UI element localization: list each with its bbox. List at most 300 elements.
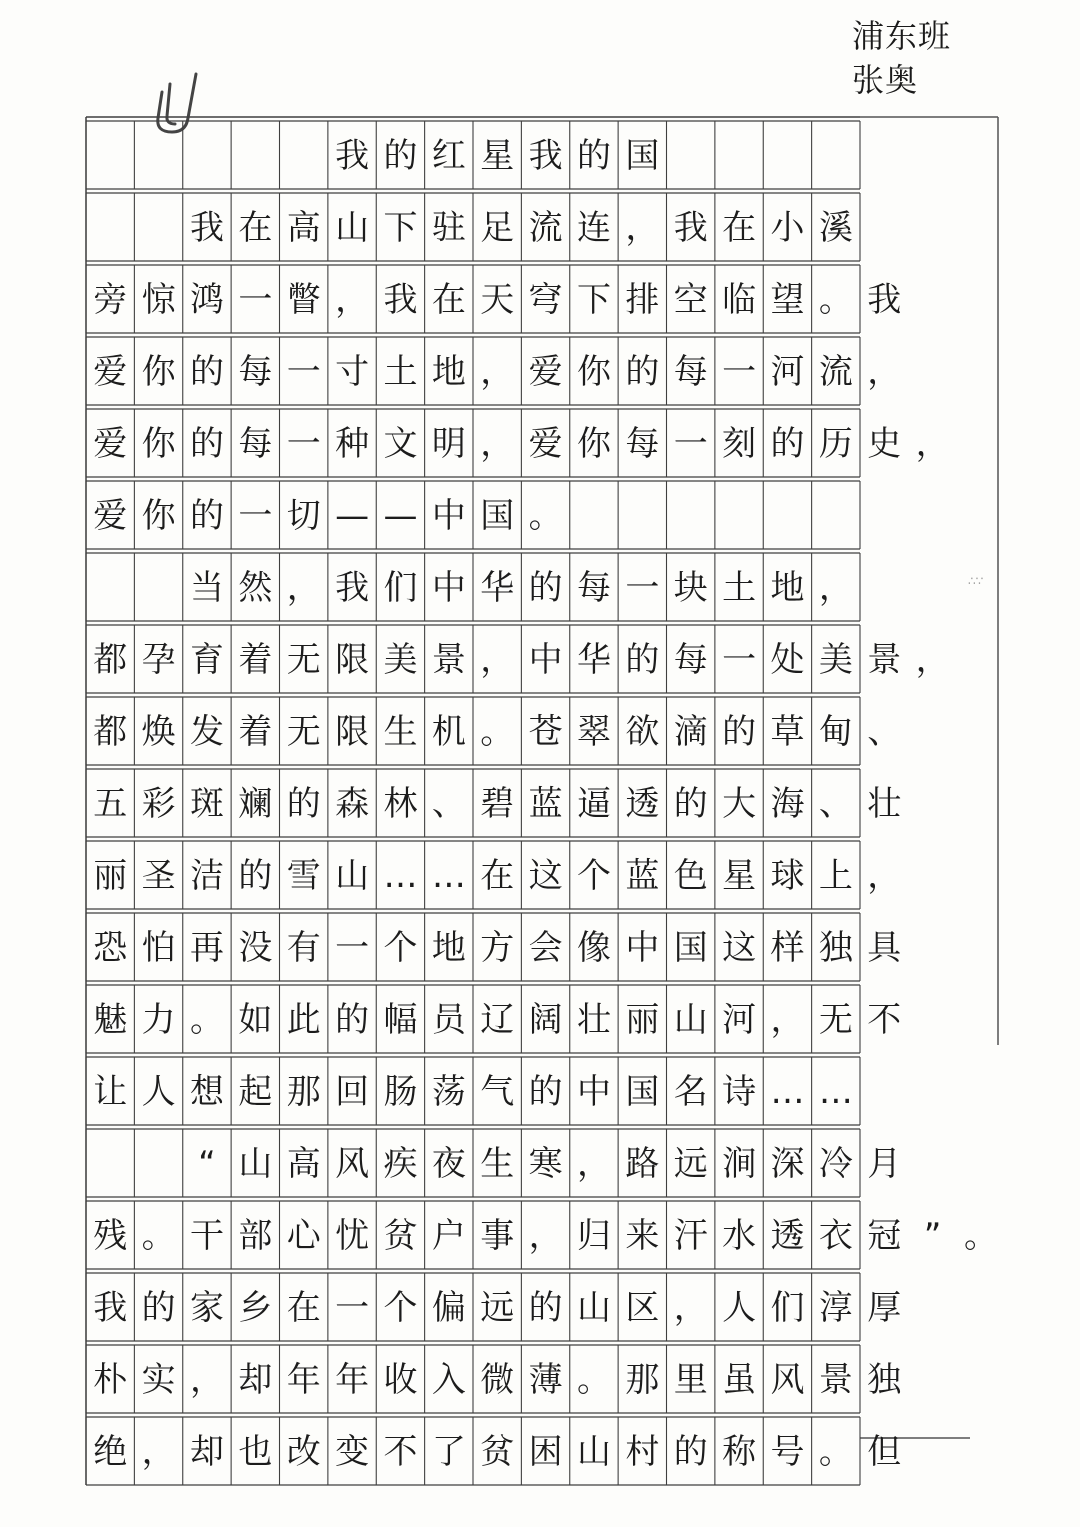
grid-character: 。 [528, 496, 563, 537]
grid-character: 的 [189, 424, 224, 465]
grid-character: 中 [528, 640, 563, 681]
grid-character: 中 [576, 1072, 611, 1113]
grid-character: 每 [576, 568, 611, 609]
grid-character: 个 [383, 1288, 418, 1329]
grid-character: 家 [189, 1288, 224, 1329]
grid-character: 在 [286, 1288, 321, 1329]
grid-character: 每 [625, 424, 660, 465]
grid-character: 实 [141, 1360, 176, 1401]
header-annotation [852, 14, 951, 102]
grid-character: 的 [189, 352, 224, 393]
grid-character: 。 [818, 1432, 853, 1473]
grid-character: 育 [189, 640, 224, 681]
grid-character: 如 [238, 1000, 273, 1041]
grid-character: 森 [335, 784, 370, 825]
grid-character: 贫 [480, 1432, 515, 1473]
grid-character: 穹 [528, 280, 563, 321]
grid-character: 华 [480, 568, 515, 609]
grid-character: 辽 [480, 1000, 515, 1041]
grid-character: … [818, 1072, 853, 1113]
grid-character: 丽 [93, 856, 128, 897]
grid-character: 一 [238, 496, 273, 537]
grid-character: 流 [818, 352, 853, 393]
grid-character: 美 [818, 640, 853, 681]
grid-character: 我 [867, 280, 902, 321]
grid-character: 无 [286, 640, 321, 681]
grid-character: 连 [576, 208, 611, 249]
grid-character: ， [625, 208, 660, 249]
grid-character: ， [770, 1000, 805, 1041]
grid-character: 独 [867, 1360, 902, 1401]
grid-character: 土 [722, 568, 757, 609]
grid-character: 忧 [335, 1216, 370, 1257]
grid-character: 乡 [238, 1288, 273, 1329]
grid-character: 中 [431, 496, 466, 537]
grid-character: 天 [480, 280, 515, 321]
grid-character: 让 [93, 1072, 128, 1113]
grid-character: 流 [528, 208, 563, 249]
grid-character: 此 [286, 1000, 321, 1041]
grid-character: 一 [722, 640, 757, 681]
grid-character: 路 [625, 1144, 660, 1185]
grid-character: 不 [383, 1432, 418, 1473]
grid-character: 山 [576, 1432, 611, 1473]
grid-character: 像 [576, 928, 611, 969]
grid-character: 海 [770, 784, 805, 825]
grid-character: 月 [867, 1144, 902, 1185]
grid-character: ， [335, 280, 370, 321]
grid-character: 在 [431, 280, 466, 321]
grid-character: 的 [625, 352, 660, 393]
grid-character: 的 [335, 1000, 370, 1041]
grid-character: 滴 [673, 712, 708, 753]
grid-character: 然 [238, 568, 273, 609]
grid-character: 的 [722, 712, 757, 753]
grid-character: 山 [238, 1144, 273, 1185]
grid-character: 河 [722, 1000, 757, 1041]
grid-character: ， [867, 856, 902, 897]
grid-character: 的 [189, 496, 224, 537]
grid-character: 国 [480, 496, 515, 537]
grid-character: 水 [722, 1216, 757, 1257]
grid-character: 驻 [431, 208, 466, 249]
grid-character: 地 [431, 352, 466, 393]
grid-character: 魅 [93, 1000, 128, 1041]
grid-character: 美 [383, 640, 418, 681]
grid-character: 会 [528, 928, 563, 969]
grid-character: 国 [673, 928, 708, 969]
grid-character: 。 [576, 1360, 611, 1401]
grid-character: 再 [189, 928, 224, 969]
grid-character: 丽 [625, 1000, 660, 1041]
grid-character: 切 [286, 496, 321, 537]
grid-character: 山 [673, 1000, 708, 1041]
grid-character: 我 [673, 208, 708, 249]
grid-character: 入 [431, 1360, 466, 1401]
grid-character: 淳 [818, 1288, 853, 1329]
grid-character: ， [673, 1288, 708, 1329]
grid-character: … [770, 1072, 805, 1113]
grid-character: 河 [770, 352, 805, 393]
grid-character: 、 [431, 784, 466, 825]
grid-character: — [335, 496, 370, 537]
grid-character: 困 [528, 1432, 563, 1473]
grid-character: 残 [93, 1216, 128, 1257]
margin-mark: ∴∵ [968, 574, 984, 588]
grid-character: 荡 [431, 1072, 466, 1113]
grid-character: 疾 [383, 1144, 418, 1185]
grid-character: 溪 [818, 208, 853, 249]
grid-character: 雪 [286, 856, 321, 897]
grid-character: 但 [867, 1432, 902, 1473]
grid-character: 的 [770, 424, 805, 465]
grid-character: 的 [238, 856, 273, 897]
grid-character: 无 [286, 712, 321, 753]
grid-character: … [383, 856, 418, 897]
grid-character: 爱 [93, 424, 128, 465]
grid-character: 的 [141, 1288, 176, 1329]
grid-character: 每 [673, 640, 708, 681]
grid-character: 诗 [722, 1072, 757, 1113]
grid-character: 回 [335, 1072, 370, 1113]
grid-character: 你 [141, 424, 176, 465]
grid-character: 户 [431, 1216, 466, 1257]
grid-character: 壮 [576, 1000, 611, 1041]
grid-character: 、 [818, 784, 853, 825]
grid-character: 当 [189, 568, 224, 609]
grid-character: 我 [93, 1288, 128, 1329]
grid-character: 我 [335, 136, 370, 177]
grid-character: 一 [673, 424, 708, 465]
grid-character: 名 [673, 1072, 708, 1113]
grid-character: 山 [335, 208, 370, 249]
grid-character: 你 [141, 352, 176, 393]
grid-character: 蓝 [625, 856, 660, 897]
grid-character: 寸 [335, 352, 370, 393]
grid-character: 山 [576, 1288, 611, 1329]
paper-clip-icon [158, 74, 196, 132]
grid-character: 碧 [480, 784, 515, 825]
grid-character: 着 [238, 640, 273, 681]
grid-character: 欲 [625, 712, 660, 753]
author-name: 张奥 [852, 61, 919, 99]
grid-character: 远 [673, 1144, 708, 1185]
grid-character: 壮 [867, 784, 902, 825]
grid-character: 厚 [867, 1288, 902, 1329]
grid-character: 甸 [818, 712, 853, 753]
grid-character: 寒 [528, 1144, 563, 1185]
grid-character: 涧 [722, 1144, 757, 1185]
grid-character: 翠 [576, 712, 611, 753]
grid-character: 你 [576, 424, 611, 465]
grid-character: 爱 [93, 496, 128, 537]
grid-character: 排 [625, 280, 660, 321]
grid-character: 深 [770, 1144, 805, 1185]
grid-character: 每 [238, 352, 273, 393]
grid-character: 的 [383, 136, 418, 177]
grid-character: 一 [722, 352, 757, 393]
grid-character: 却 [238, 1360, 273, 1401]
grid-character: 这 [528, 856, 563, 897]
grid-character: 改 [286, 1432, 321, 1473]
grid-character: 归 [576, 1216, 611, 1257]
grid-character: 生 [383, 712, 418, 753]
grid-character: ， [480, 352, 515, 393]
grid-character: 每 [673, 352, 708, 393]
grid-character: 的 [673, 1432, 708, 1473]
grid-character: 个 [576, 856, 611, 897]
grid-character: 每 [238, 424, 273, 465]
grid-character: 爱 [528, 424, 563, 465]
grid-character: ， [818, 568, 853, 609]
grid-character: 爱 [93, 352, 128, 393]
grid-character: 贫 [383, 1216, 418, 1257]
grid-character: 却 [189, 1432, 224, 1473]
grid-character: 独 [818, 928, 853, 969]
grid-character: 方 [480, 928, 515, 969]
grid-character: 称 [722, 1432, 757, 1473]
grid-character: 限 [335, 640, 370, 681]
grid-character: 。 [141, 1216, 176, 1257]
grid-character: 我 [189, 208, 224, 249]
grid-character: 圣 [141, 856, 176, 897]
grid-character: 起 [238, 1072, 273, 1113]
grid-character: 干 [189, 1216, 224, 1257]
grid-character: 处 [770, 640, 805, 681]
grid-character: 我 [528, 136, 563, 177]
grid-character: 们 [383, 568, 418, 609]
grid-character: ， [528, 1216, 563, 1257]
grid-character: 透 [770, 1216, 805, 1257]
grid-character: 我 [335, 568, 370, 609]
grid-character: 小 [770, 208, 805, 249]
grid-character: ， [867, 352, 902, 393]
grid-character: 了 [431, 1432, 466, 1473]
grid-character: 来 [625, 1216, 660, 1257]
grid-character: 足 [480, 208, 515, 249]
grid-character: 块 [673, 568, 708, 609]
grid-character: ， [189, 1360, 224, 1401]
grid-character: 都 [93, 640, 128, 681]
grid-character: 的 [625, 640, 660, 681]
grid-character: 个 [383, 928, 418, 969]
grid-character: 具 [867, 928, 902, 969]
grid-character: 旁 [93, 280, 128, 321]
grid-character: 高 [286, 1144, 321, 1185]
grid-character: 远 [480, 1288, 515, 1329]
grid-character: 也 [238, 1432, 273, 1473]
grid-character: ， [286, 568, 321, 609]
grid-character: 生 [480, 1144, 515, 1185]
grid-character: 。 [480, 712, 515, 753]
grid-character: 们 [770, 1288, 805, 1329]
grid-character: 一 [625, 568, 660, 609]
grid-character: 冠 [867, 1216, 902, 1257]
grid-character: 限 [335, 712, 370, 753]
grid-character: 夜 [431, 1144, 466, 1185]
grid-character: 无 [818, 1000, 853, 1041]
grid-character: 虽 [722, 1360, 757, 1401]
grid-character: 有 [286, 928, 321, 969]
grid-character: 一 [238, 280, 273, 321]
grid-character: 一 [335, 1288, 370, 1329]
grid-character: 山 [335, 856, 370, 897]
grid-character: … [431, 856, 466, 897]
grid-character: 洁 [189, 856, 224, 897]
grid-character: ， [141, 1432, 176, 1473]
grid-character: 国 [625, 1072, 660, 1113]
grid-character: 冷 [818, 1144, 853, 1185]
grid-character: 林 [383, 784, 418, 825]
grid-character: 样 [770, 928, 805, 969]
grid-character: 气 [480, 1072, 515, 1113]
grid-character: 景 [867, 640, 902, 681]
grid-character: 朴 [93, 1360, 128, 1401]
grid-character: 的 [528, 568, 563, 609]
grid-character: 瞥 [286, 280, 321, 321]
grid-character: 不 [867, 1000, 902, 1041]
grid-character: 一 [286, 352, 321, 393]
grid-character: 人 [722, 1288, 757, 1329]
grid-character: 地 [770, 568, 805, 609]
grid-character: ， [915, 424, 950, 465]
grid-character: 色 [673, 856, 708, 897]
grid-character: 大 [722, 784, 757, 825]
grid-character: 那 [286, 1072, 321, 1113]
grid-character: 恐 [93, 928, 128, 969]
grid-character: 部 [238, 1216, 273, 1257]
grid-character: 风 [770, 1360, 805, 1401]
grid-character: 风 [335, 1144, 370, 1185]
grid-character: 你 [141, 496, 176, 537]
grid-character: 阔 [528, 1000, 563, 1041]
grid-character: 刻 [722, 424, 757, 465]
grid-character: 星 [722, 856, 757, 897]
grid-character: 事 [480, 1216, 515, 1257]
grid-character: 彩 [141, 784, 176, 825]
grid-character: 爱 [528, 352, 563, 393]
grid-character: ， [480, 424, 515, 465]
grid-character: 斓 [238, 784, 273, 825]
grid-character: 景 [431, 640, 466, 681]
grid-character: 望 [770, 280, 805, 321]
grid-character: 这 [722, 928, 757, 969]
grid-character: 华 [576, 640, 611, 681]
grid-character: 号 [770, 1432, 805, 1473]
grid-character: 景 [818, 1360, 853, 1401]
grid-character: 机 [431, 712, 466, 753]
grid-character: 星 [480, 136, 515, 177]
grid-character: 历 [818, 424, 853, 465]
grid-character: 孕 [141, 640, 176, 681]
grid-character: 草 [770, 712, 805, 753]
grid-character: 的 [673, 784, 708, 825]
grid-character: 地 [431, 928, 466, 969]
grid-character: 五 [93, 784, 128, 825]
grid-character: 村 [625, 1432, 660, 1473]
grid-character: 衣 [818, 1216, 853, 1257]
grid-character: 着 [238, 712, 273, 753]
grid-character: 年 [335, 1360, 370, 1401]
grid-character: 我 [383, 280, 418, 321]
grid-character: 没 [238, 928, 273, 969]
grid-character: ， [915, 640, 950, 681]
grid-character: 惊 [141, 280, 176, 321]
grid-character: 下 [383, 208, 418, 249]
essay-title [335, 136, 659, 176]
grid-character: 的 [528, 1072, 563, 1113]
grid-character: 种 [335, 424, 370, 465]
grid-character: 力 [141, 1000, 176, 1041]
grid-character: 里 [673, 1360, 708, 1401]
grid-character: — [383, 496, 418, 537]
grid-character: “ [198, 1144, 216, 1185]
grid-character: 鸿 [189, 280, 224, 321]
grid-character: 你 [576, 352, 611, 393]
grid-character: 。 [818, 280, 853, 321]
grid-character: 史 [867, 424, 902, 465]
grid-character: 想 [189, 1072, 224, 1113]
grid-character: 球 [770, 856, 805, 897]
grid-character: 在 [480, 856, 515, 897]
grid-character: 薄 [528, 1360, 563, 1401]
grid-character: 偏 [431, 1288, 466, 1329]
grid-character: ” [923, 1216, 942, 1257]
grid-character: 的 [528, 1288, 563, 1329]
grid-character: 幅 [383, 1000, 418, 1041]
grid-character: 苍 [528, 712, 563, 753]
grid-character: 都 [93, 712, 128, 753]
grid-character: 透 [625, 784, 660, 825]
grid-character: 微 [480, 1360, 515, 1401]
grid-character: 、 [867, 712, 902, 753]
grid-character: 焕 [141, 712, 176, 753]
grid-character: 人 [141, 1072, 176, 1113]
grid-character: 年 [286, 1360, 321, 1401]
grid-character: 一 [286, 424, 321, 465]
grid-character: 中 [431, 568, 466, 609]
grid-character: 。 [963, 1216, 998, 1257]
grid-character: 土 [383, 352, 418, 393]
grid-character: 怕 [141, 928, 176, 969]
grid-character: ， [576, 1144, 611, 1185]
grid-character: 下 [576, 280, 611, 321]
grid-character: 收 [383, 1360, 418, 1401]
grid-character: 变 [335, 1432, 370, 1473]
grid-character: 那 [625, 1360, 660, 1401]
grid-character: 的 [286, 784, 321, 825]
grid-character: 蓝 [528, 784, 563, 825]
grid-character: 在 [722, 208, 757, 249]
grid-character: 的 [576, 136, 611, 177]
grid-character: 上 [818, 856, 853, 897]
grid-character: 一 [335, 928, 370, 969]
grid-character: 区 [625, 1288, 660, 1329]
grid-character: 汗 [673, 1216, 708, 1257]
grid-character: 高 [286, 208, 321, 249]
essay-body [93, 208, 998, 1472]
grid-character: 国 [625, 136, 660, 177]
grid-character: 逼 [576, 784, 611, 825]
grid-character: 员 [431, 1000, 466, 1041]
grid-character: 在 [238, 208, 273, 249]
grid-character: 发 [189, 712, 224, 753]
grid-character: 斑 [189, 784, 224, 825]
grid-character: 心 [286, 1216, 321, 1257]
grid-character: 空 [673, 280, 708, 321]
grid-character: 临 [722, 280, 757, 321]
class-name: 浦东班 [852, 17, 952, 55]
